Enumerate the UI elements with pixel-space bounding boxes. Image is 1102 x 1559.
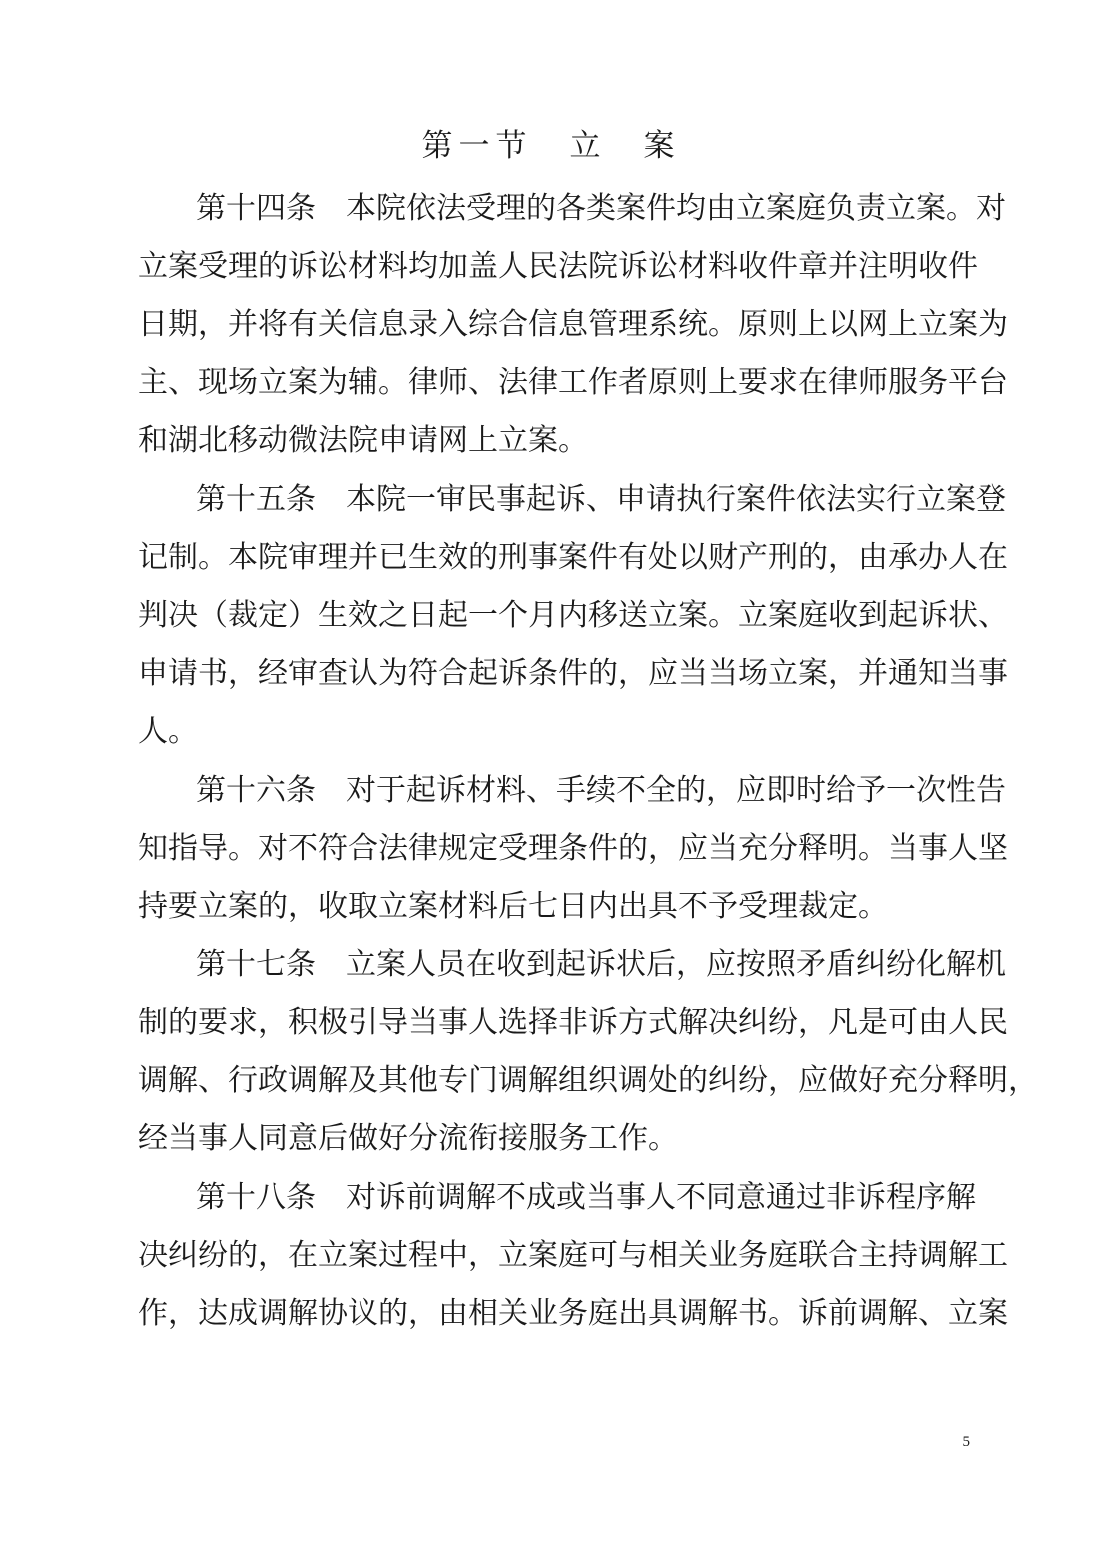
paragraph-line: 第十五条 本院一审民事起诉、申请执行案件依法实行立案登	[196, 482, 1006, 517]
paragraph-line: 和湖北移动微法院申请网上立案。	[138, 423, 588, 458]
paragraph-line: 持要立案的，收取立案材料后七日内出具不予受理裁定。	[138, 889, 888, 924]
paragraph-line: 作，达成调解协议的，由相关业务庭出具调解书。诉前调解、立案	[138, 1296, 1008, 1331]
paragraph-line: 知指导。对不符合法律规定受理条件的，应当充分释明。当事人坚	[138, 831, 1008, 866]
section-title: 第一节 立 案	[421, 128, 681, 164]
paragraph-line: 制的要求，积极引导当事人选择非诉方式解决纠纷，凡是可由人民	[138, 1005, 1008, 1040]
paragraph-line: 日期，并将有关信息录入综合信息管理系统。原则上以网上立案为	[138, 307, 1008, 342]
page-number: 5	[962, 1434, 970, 1450]
paragraph-line: 调解、行政调解及其他专门调解组织调处的纠纷，应做好充分释明，	[138, 1063, 1038, 1098]
paragraph-line: 第十六条 对于起诉材料、手续不全的，应即时给予一次性告	[196, 773, 1006, 808]
paragraph-line: 决纠纷的，在立案过程中，立案庭可与相关业务庭联合主持调解工	[138, 1238, 1008, 1273]
paragraph-line: 第十八条 对诉前调解不成或当事人不同意通过非诉程序解	[196, 1180, 976, 1215]
paragraph-line: 第十四条 本院依法受理的各类案件均由立案庭负责立案。对	[196, 191, 1006, 226]
paragraph-line: 第十七条 立案人员在收到起诉状后，应按照矛盾纠纷化解机	[196, 947, 1006, 982]
paragraph-line: 记制。本院审理并已生效的刑事案件有处以财产刑的，由承办人在	[138, 540, 1008, 575]
paragraph-line: 经当事人同意后做好分流衔接服务工作。	[138, 1121, 678, 1156]
paragraph-line: 判决（裁定）生效之日起一个月内移送立案。立案庭收到起诉状、	[138, 598, 1008, 633]
paragraph-line: 立案受理的诉讼材料均加盖人民法院诉讼材料收件章并注明收件	[138, 249, 978, 284]
paragraph-line: 人。	[138, 714, 198, 749]
paragraph-line: 主、现场立案为辅。律师、法律工作者原则上要求在律师服务平台	[138, 365, 1008, 400]
paragraph-line: 申请书，经审查认为符合起诉条件的，应当当场立案，并通知当事	[138, 656, 1008, 691]
